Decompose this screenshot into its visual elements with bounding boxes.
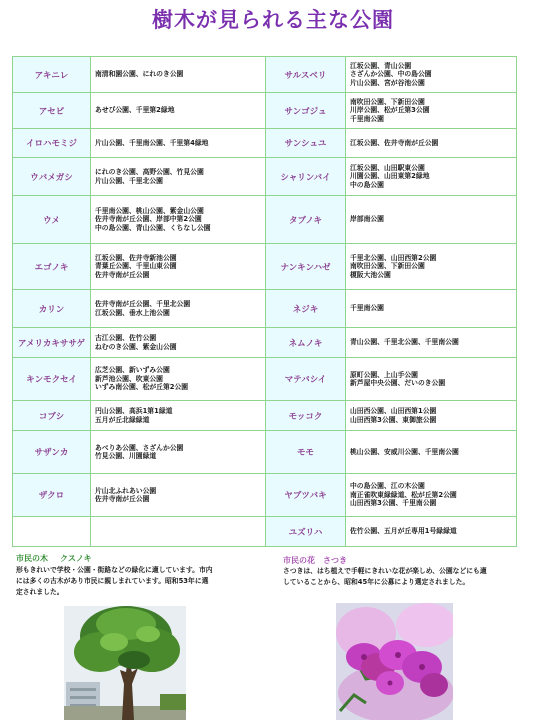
park-list-cell [91, 401, 266, 431]
table-row [13, 328, 517, 358]
table-row [13, 196, 517, 244]
park-line: 千里北公園、山田西第2公園 [350, 253, 437, 262]
tree-name-cell: エゴノキ [13, 244, 91, 290]
table-row [13, 290, 517, 328]
flower-desc-line: さつきは、はち植えで手軽にきれいな花が楽しめ、公園などにも適 [283, 567, 487, 575]
table-row [13, 129, 517, 158]
park-line: 山田西第3公園、東御旅公園 [350, 415, 437, 424]
tree-name-cell: モッコク [266, 401, 346, 431]
park-line: いずみ南公園、松が丘第2公園 [95, 383, 189, 392]
park-line: 桃山公園、安威川公園、千里南公園 [350, 447, 459, 456]
park-list-cell [346, 196, 517, 244]
tree-name-cell: ウメ [13, 196, 91, 244]
table-row [13, 401, 517, 431]
park-line: ねむのき公園、紫金山公園 [95, 342, 177, 351]
park-list-cell [346, 290, 517, 328]
table-row [13, 244, 517, 290]
tree-name-cell: アセビ [13, 93, 91, 129]
park-list-cell [346, 474, 517, 517]
tree-name-cell: ネムノキ [266, 328, 346, 358]
park-list-cell [91, 474, 266, 517]
tree-heading-label: 市民の木 [16, 554, 48, 563]
park-line: 江坂公園、佐井寺新池公園 [95, 253, 177, 262]
park-list-cell [91, 358, 266, 401]
park-list-cell [91, 158, 266, 196]
tree-name-cell: カリン [13, 290, 91, 328]
park-line: あせび公園、千里第2緑地 [95, 106, 175, 115]
park-line: 片山公園、千里南公園、千里第4緑地 [95, 138, 209, 147]
park-list-cell [91, 129, 266, 158]
table-row [13, 358, 517, 401]
page-title: 樹木が見られる主な公園 [152, 8, 394, 32]
park-line: 南正雀吹東緑緑道、松が丘第2公園 [350, 490, 457, 499]
table-row [13, 57, 517, 93]
park-line: 片山公園、宮が谷池公園 [350, 78, 425, 87]
park-list-cell [91, 93, 266, 129]
tree-name-cell: ナンキンハゼ [266, 244, 346, 290]
table-row [13, 431, 517, 474]
park-list-cell [346, 328, 517, 358]
park-list-cell [346, 517, 517, 547]
park-list-cell [91, 290, 266, 328]
park-list-cell [346, 57, 517, 93]
park-line: 青葉丘公園、千里山東公園 [95, 262, 177, 271]
park-line: 川岸公園、松が丘第3公園 [350, 106, 430, 115]
park-list-cell [346, 244, 517, 290]
park-line: 佐井寺南が丘公園 [95, 270, 150, 279]
flower-heading-label: 市民の花 [283, 556, 315, 565]
tree-desc-line: には多くの古木があり市民に親しまれています。昭和53年に選 [16, 577, 209, 585]
empty-cell [91, 517, 266, 547]
tree-name-cell: ザクロ [13, 474, 91, 517]
park-list-cell [91, 244, 266, 290]
park-line: 南吹田公園、下新田公園 [350, 97, 425, 106]
park-line: 青山公園、千里北公園、千里南公園 [350, 338, 459, 347]
park-line: 新芦屋中央公園、だいのき公園 [350, 379, 446, 387]
tree-desc-line: 形もきれいで学校・公園・街路などの緑化に適しています。市内 [16, 566, 213, 574]
park-line: 五月が丘北緑緑道 [95, 415, 150, 424]
table-row [13, 474, 517, 517]
park-list-cell [91, 57, 266, 93]
satsuki-flower-image [336, 603, 453, 720]
tree-name-cell: モモ [266, 431, 346, 474]
park-line: 佐井寺南が丘公園、千里北公園 [95, 300, 191, 309]
tree-name-cell: アキニレ [13, 57, 91, 93]
tree-name-cell: イロハモミジ [13, 129, 91, 158]
park-line: 江坂公園、垂水上池公園 [95, 308, 170, 317]
park-list-cell [346, 401, 517, 431]
park-list-cell [346, 93, 517, 129]
park-line: 南清和園公園、にれのき公園 [95, 70, 184, 79]
empty-cell [13, 517, 91, 547]
park-line: 山田西第3公園、千里南公園 [350, 499, 437, 508]
park-line: 竹見公園、川園緑道 [95, 452, 157, 460]
table-row [13, 93, 517, 129]
flower-heading [283, 555, 347, 566]
tree-name-cell: アメリカキササゲ [13, 328, 91, 358]
park-line: 古江公園、佐竹公園 [95, 334, 157, 343]
park-list-cell [346, 129, 517, 158]
park-line: 岸部南公園 [350, 215, 384, 224]
park-line: 千里南公園 [350, 304, 384, 313]
tree-description [16, 565, 278, 598]
tree-name-cell: シャリンバイ [266, 158, 346, 196]
tree-heading [16, 553, 92, 564]
park-line: 原町公園、上山手公園 [350, 370, 418, 379]
camphor-tree-photo [64, 606, 186, 720]
park-list-cell [346, 158, 517, 196]
park-line: さざんか公園、中の島公園 [350, 70, 432, 79]
park-line: 南吹田公園、下新田公園 [350, 262, 425, 271]
flower-name: さつき [323, 556, 347, 565]
park-line: 佐井寺南が丘公園 [95, 495, 150, 503]
tree-name-cell: サンシュユ [266, 129, 346, 158]
park-line: 榎阪大池公園 [350, 270, 391, 279]
park-line: 江坂公園、青山公園 [350, 61, 412, 70]
tree-name-cell: サンゴジュ [266, 93, 346, 129]
park-line: にれのき公園、高野公園、竹見公園 [95, 168, 204, 177]
park-list-cell [91, 431, 266, 474]
flower-description [283, 566, 533, 588]
tree-name-cell: ウバメガシ [13, 158, 91, 196]
tree-name-cell: ネジキ [266, 290, 346, 328]
tree-desc-line: 定されました。 [16, 588, 64, 596]
park-line: 川園公園、山田東第2緑地 [350, 172, 430, 181]
tree-name-cell: ヤブツバキ [266, 474, 346, 517]
park-line: 片山北ふれあい公園 [95, 486, 157, 495]
tree-name-cell: コブシ [13, 401, 91, 431]
tree-name-cell: ユズリハ [266, 517, 346, 547]
park-line: 千里南公園、桃山公園、紫金山公園 [95, 206, 204, 215]
park-line: 中の島公園、青山公園、くちなし公園 [95, 223, 211, 232]
park-line: 新芦池公園、吹東公園 [95, 374, 163, 383]
table-row [13, 517, 517, 547]
park-table [12, 56, 517, 547]
tree-name-cell: マテバシイ [266, 358, 346, 401]
tree-name-cell: サザンカ [13, 431, 91, 474]
park-line: 佐井寺南が丘公園、岸部中第2公園 [95, 215, 202, 224]
park-line: 千里南公園 [350, 114, 384, 123]
park-line: 江坂公園、山田駅東公園 [350, 163, 425, 172]
park-list-cell [346, 431, 517, 474]
park-line: 中の島公園 [350, 180, 384, 189]
tree-name: クスノキ [60, 554, 92, 563]
tree-name-cell: サルスベリ [266, 57, 346, 93]
park-line: 佐竹公園、五月が丘専用1号緑緑道 [350, 527, 457, 536]
park-line: あべりあ公園、さざんか公園 [95, 443, 184, 452]
satsuki-flower-photo [336, 603, 453, 720]
park-line: 山田西公園、山田西第1公園 [350, 407, 437, 416]
camphor-tree-image [64, 606, 186, 720]
flower-desc-line: していることから、昭和45年に公募により選定されました。 [283, 578, 470, 586]
park-line: 中の島公園、江の木公園 [350, 482, 425, 491]
table-row [13, 158, 517, 196]
tree-name-cell: キンモクセイ [13, 358, 91, 401]
park-line: 片山公園、千里北公園 [95, 176, 163, 185]
park-list-cell [91, 196, 266, 244]
park-line: 円山公園、高浜1第1緑道 [95, 407, 173, 416]
park-list-cell [346, 358, 517, 401]
tree-name-cell: タブノキ [266, 196, 346, 244]
park-list-cell [91, 328, 266, 358]
park-line: 江坂公園、佐井寺南が丘公園 [350, 138, 439, 147]
park-table-body [13, 57, 517, 547]
park-line: 広芝公園、新いずみ公園 [95, 366, 170, 375]
